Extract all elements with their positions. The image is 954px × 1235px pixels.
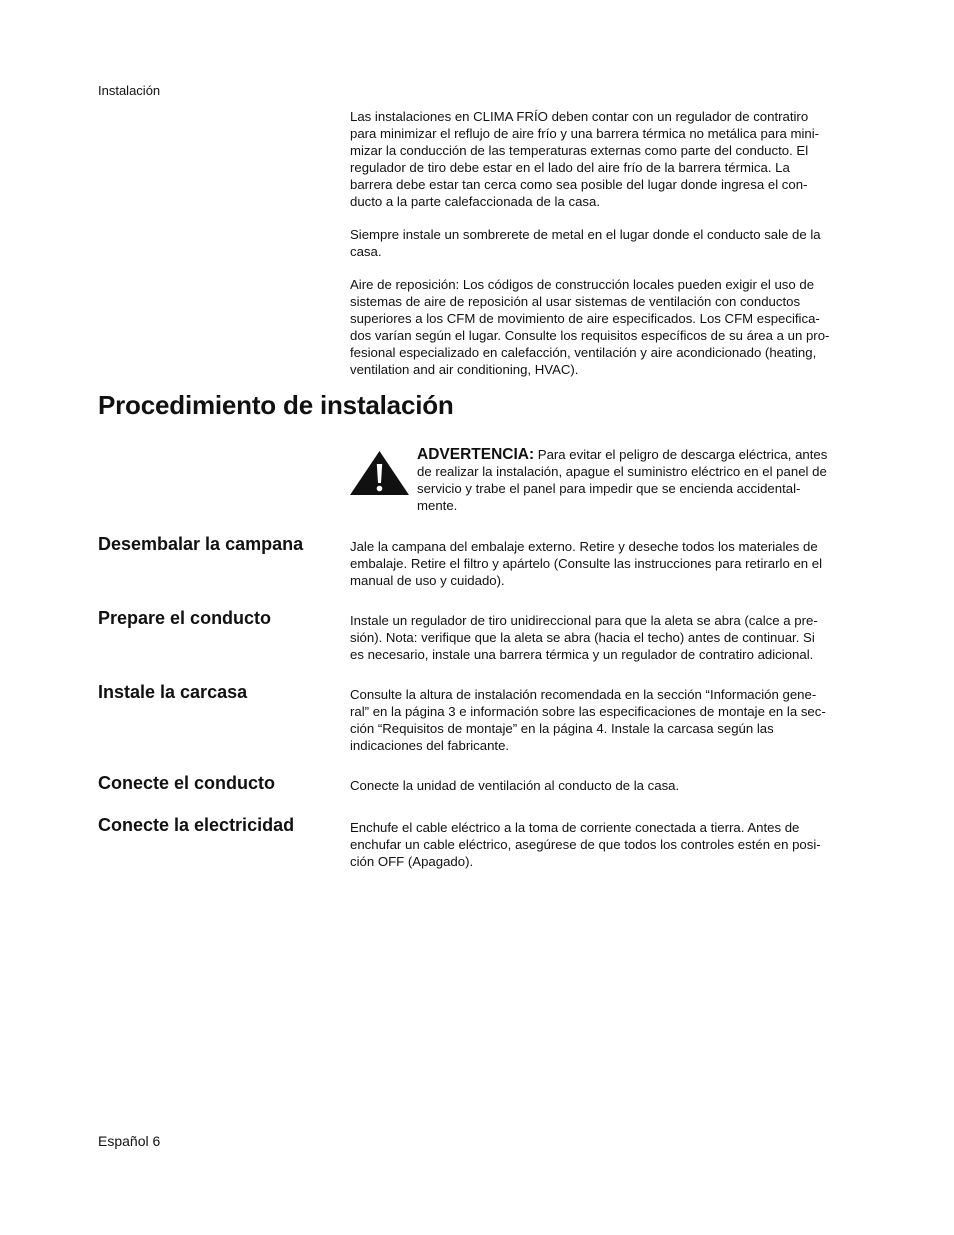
running-header: Instalación: [98, 83, 161, 98]
warning-triangle-icon: [349, 450, 410, 496]
section-text-prepare-duct: Instale un regulador de tiro unidireccional para que la aleta se abra (calce a pre- sión). Nota: verifique que la aleta se abra (hacia el techo) antes de continuar. Si es necesario, instale una barrera térmica y un regulador de contratiro adicional.: [350, 613, 818, 662]
intro-paragraph-roof-cap: Siempre instale un sombrerete de metal en el lugar donde el conducto sale de la casa.: [350, 227, 821, 259]
section-heading-connect-duct: Conecte el conducto: [98, 773, 276, 793]
page-footer: Español 6: [98, 1133, 161, 1149]
section-heading-install-housing: Instale la carcasa: [98, 682, 248, 702]
section-heading-connect-electricity: Conecte la electricidad: [98, 815, 295, 835]
warning-label: ADVERTENCIA:: [417, 446, 535, 463]
warning-block: [417, 446, 862, 514]
section-text-install-housing: Consulte la altura de instalación recomendada en la sección “Información gene- ral” en la página 3 e información sobre las especificaciones de montaje en la sec- ción “Requisitos de montaje” en la página 4. Instale la carcasa según las indicaciones del fabricante.: [350, 687, 826, 753]
section-text-unpack: Jale la campana del embalaje externo. Retire y deseche todos los materiales de embalaje. Retire el filtro y apártelo (Consulte las instrucciones para retirarlo en el manual de uso y cuidado).: [350, 539, 823, 588]
section-heading-unpack: Desembalar la campana: [98, 534, 304, 554]
intro-paragraph-cold-climate: Las instalaciones en CLIMA FRÍO deben contar con un regulador de contratiro para minimizar el reflujo de aire frío y una barrera térmica no metálica para mini- mizar la conducción de las temperaturas externas como parte del conducto. El regulador de tiro debe estar en el lado del aire frío de la barrera térmica. La barrera debe estar tan cerca como sea posible del lugar donde ingresa el con- ducto a la parte calefaccionada de la casa.: [350, 109, 820, 209]
section-text-connect-duct: Conecte la unidad de ventilación al conducto de la casa.: [350, 778, 680, 793]
intro-paragraph-makeup-air: Aire de reposición: Los códigos de construcción locales pueden exigir el uso de sistemas de aire de reposición al usar sistemas de ventilación con conductos superiores a los CFM de movimiento de aire especificados. Los CFM especifica- dos varían según el lugar. Consulte los requisitos específicos de su área a un pro- fesional especializado en calefacción, ventilación y aire acondicionado (heating, ventilation and air conditioning, HVAC).: [350, 277, 830, 377]
section-heading-prepare-duct: Prepare el conducto: [98, 608, 272, 628]
page-title: Procedimiento de instalación: [98, 390, 454, 420]
warning-text: Para evitar el peligro de descarga eléctrica, antes de realizar la instalación, apague el suministro eléctrico en el panel de servicio y trabe el panel para impedir que se encienda accidental- mente.: [417, 447, 828, 513]
section-text-connect-electricity: Enchufe el cable eléctrico a la toma de corriente conectada a tierra. Antes de enchufar un cable eléctrico, asegúrese de que todos los controles estén en posi- ción OFF (Apagado).: [350, 820, 821, 869]
